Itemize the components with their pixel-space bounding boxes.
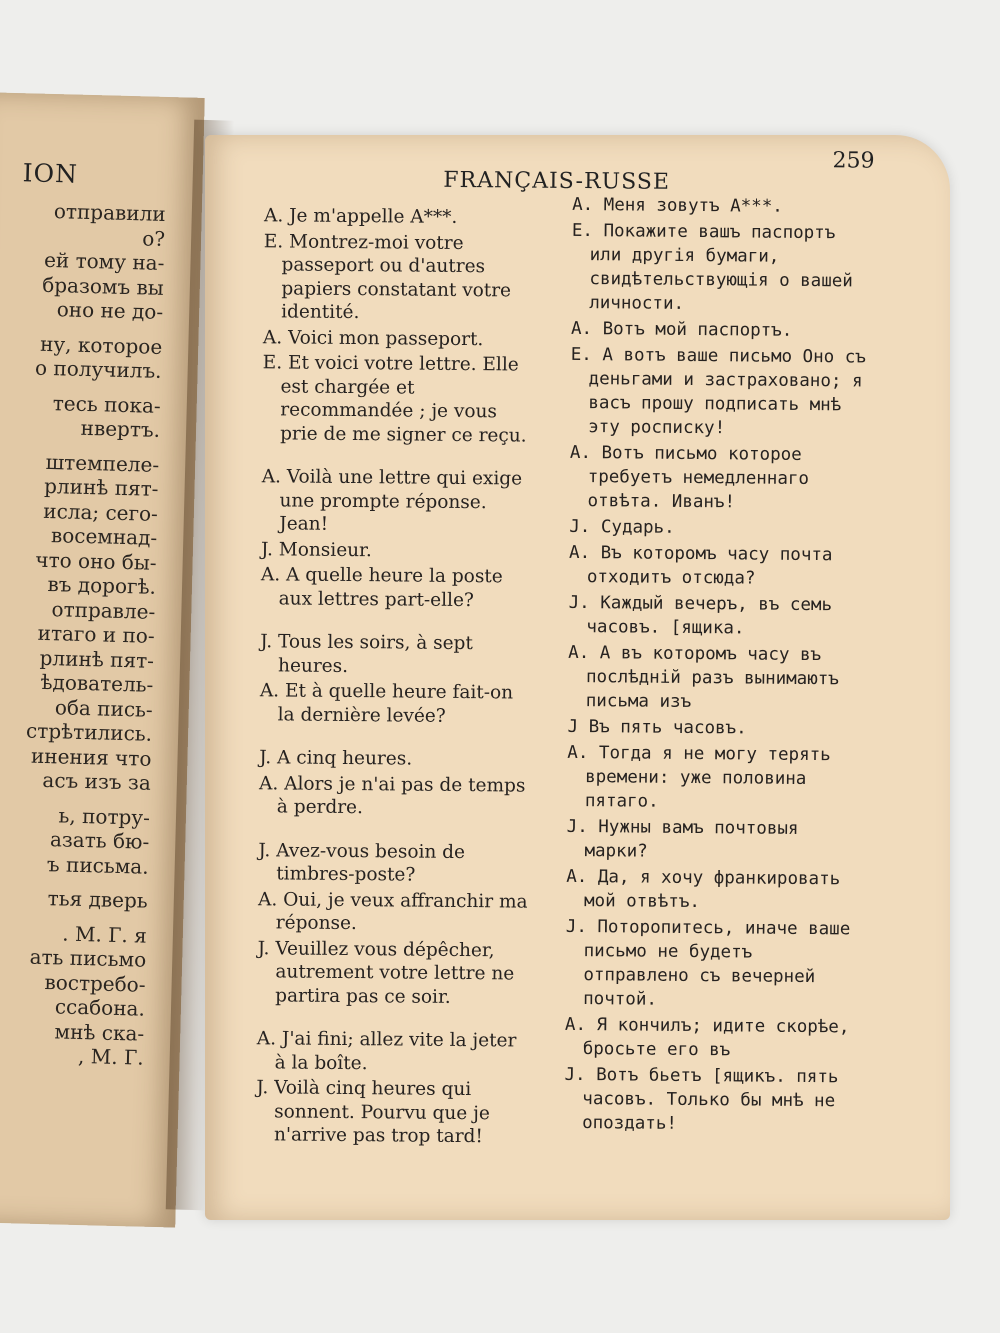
left-page-line: оно не до- bbox=[56, 297, 164, 324]
left-page-line: тесь пока- bbox=[52, 390, 162, 418]
russian-dialogue-line: J. Нужны вамъ почтовыя марки? bbox=[566, 816, 799, 862]
russian-dialogue-line: E. Покажите вашъ паспортъ или другія бумаги, свидѣтельствующія о вашей личности. bbox=[571, 220, 853, 314]
left-page-line: востребо- bbox=[44, 969, 146, 997]
left-page-line: . М. Г. я bbox=[62, 921, 148, 948]
left-page-line: азать бю- bbox=[49, 827, 150, 854]
left-page-line: инения что bbox=[30, 743, 152, 771]
french-dialogue-line: E. Montrez-moi votre passeport ou d'autres papiers constatant votre identité. bbox=[263, 230, 512, 324]
french-dialogue-line: J. Monsieur. bbox=[261, 538, 372, 561]
french-dialogue-line: E. Et voici votre lettre. Elle est chargée et recommandée ; je vous prie de me signer ce reçu. bbox=[262, 352, 527, 447]
french-dialogue-line: J. Veuillez vous dépêcher, autrement votre lettre ne partira pas ce soir. bbox=[257, 937, 515, 1008]
left-page-line: исла; сего- bbox=[43, 498, 159, 526]
french-dialogue-line: A. Je m'appelle A***. bbox=[263, 205, 458, 228]
page-number: 259 bbox=[832, 148, 875, 174]
russian-dialogue-line: A. Меня зовутъ A***. bbox=[572, 194, 783, 217]
russian-dialogue-line: A. Тогда я не могу терять времени: уже половина пятаго. bbox=[567, 742, 831, 812]
french-dialogue-line: J. Avez-vous besoin de timbres-poste? bbox=[258, 839, 466, 886]
left-page-line: тья дверь bbox=[47, 886, 149, 913]
french-dialogue-line: A. Oui, je veux affranchir ma réponse. bbox=[257, 888, 528, 935]
left-page-line: рлинѣ пят- bbox=[43, 473, 159, 501]
right-page bbox=[205, 135, 950, 1220]
left-page-line: ь, потру- bbox=[58, 802, 151, 830]
russian-dialogue-line: E. А вотъ ваше письмо Оно съ деньгами и застраховано; я васъ прошу подписать мнѣ эту росписку! bbox=[570, 344, 866, 439]
russian-column bbox=[564, 193, 872, 1140]
french-dialogue-line: J. Tous les soirs, à sept heures. bbox=[260, 631, 473, 677]
left-page-line: нвертъ. bbox=[80, 415, 161, 442]
left-page-header: ION bbox=[22, 158, 79, 189]
french-dialogue-line: A. Alors je n'ai pas de temps à perdre. bbox=[258, 772, 526, 819]
left-page-line: асъ изъ за bbox=[42, 767, 152, 795]
left-page-line: бразомъ вы bbox=[41, 272, 165, 300]
left-page-line: ну, которое bbox=[39, 331, 163, 359]
russian-dialogue-line: J. Поторопитесь, иначе ваше письмо не будетъ отправлено съ вечерней почтой. bbox=[565, 916, 851, 1010]
russian-dialogue-line: A. Я кончилъ; идите скорѣе, бросьте его въ bbox=[564, 1014, 850, 1061]
russian-dialogue-line: J. Каждый вечеръ, въ семь часовъ. [ящика. bbox=[568, 592, 833, 639]
french-dialogue-line: A. Voici mon passeport. bbox=[262, 326, 484, 350]
left-page-line: о получилъ. bbox=[34, 355, 162, 383]
russian-dialogue-line: J Въ пять часовъ. bbox=[567, 716, 747, 739]
left-page-line: отправили bbox=[53, 199, 167, 226]
left-page-line: ей тому на- bbox=[43, 247, 165, 275]
left-page-line: рлинѣ пят- bbox=[39, 645, 155, 673]
french-column bbox=[256, 204, 539, 1151]
russian-dialogue-line: A. Вотъ мой паспортъ. bbox=[570, 318, 793, 341]
french-dialogue-line: A. Et à quelle heure fait-on la dernière levée? bbox=[259, 680, 514, 727]
french-dialogue-line: A. A quelle heure la poste aux lettres part-elle? bbox=[260, 564, 503, 611]
russian-dialogue-line: A. А въ которомъ часу въ послѣдній разъ вынимаютъ письма изъ bbox=[568, 642, 839, 712]
left-page-line: , М. Г. bbox=[77, 1043, 144, 1070]
running-title: FRANÇAIS-RUSSE bbox=[443, 167, 671, 195]
russian-dialogue-line: J. Вотъ бьетъ [ящикъ. пять часовъ. Только бы мнѣ не опоздать! bbox=[564, 1064, 839, 1134]
left-page-line: въ дорогѣ. bbox=[47, 571, 157, 599]
left-page-line: отправле- bbox=[51, 596, 156, 624]
left-page-line: итаго и по- bbox=[37, 620, 155, 648]
french-dialogue-line: J. Voilà cinq heures qui sonnent. Pourvu que je n'arrive pas trop tard! bbox=[256, 1077, 490, 1148]
french-dialogue-line: A. J'ai fini; allez vite la jeter à la boîte. bbox=[256, 1028, 517, 1074]
french-dialogue-line: A. Voilà une lettre qui exige une prompte réponse. Jean! bbox=[261, 466, 523, 535]
left-page-line: ѣдователь- bbox=[40, 669, 154, 697]
russian-dialogue-line: A. Вотъ письмо которое требуетъ немедленнаго отвѣта. Иванъ! bbox=[569, 442, 810, 513]
russian-dialogue-line: A. Да, я хочу франкировать мой отвѣтъ. bbox=[566, 866, 841, 913]
left-page-line: ъ письма. bbox=[46, 851, 149, 879]
left-page-line: о? bbox=[141, 225, 166, 251]
left-page-line: что оно бы- bbox=[35, 547, 157, 575]
left-page-line: штемпеле- bbox=[45, 449, 160, 477]
left-page-line: мнѣ ска- bbox=[54, 1018, 145, 1046]
russian-dialogue-line: J. Сударь. bbox=[569, 516, 675, 538]
left-page-line: стрѣтились. bbox=[25, 718, 153, 746]
left-page-line: оба пись- bbox=[54, 694, 154, 722]
left-page-line: ссабона. bbox=[54, 994, 146, 1021]
french-dialogue-line: J. A cinq heures. bbox=[259, 747, 413, 770]
russian-dialogue-line: A. Въ которомъ часу почта отходитъ отсюда? bbox=[568, 542, 833, 589]
left-page-line: ать письмо bbox=[29, 944, 147, 972]
left-page-line: восемнад- bbox=[50, 523, 158, 550]
